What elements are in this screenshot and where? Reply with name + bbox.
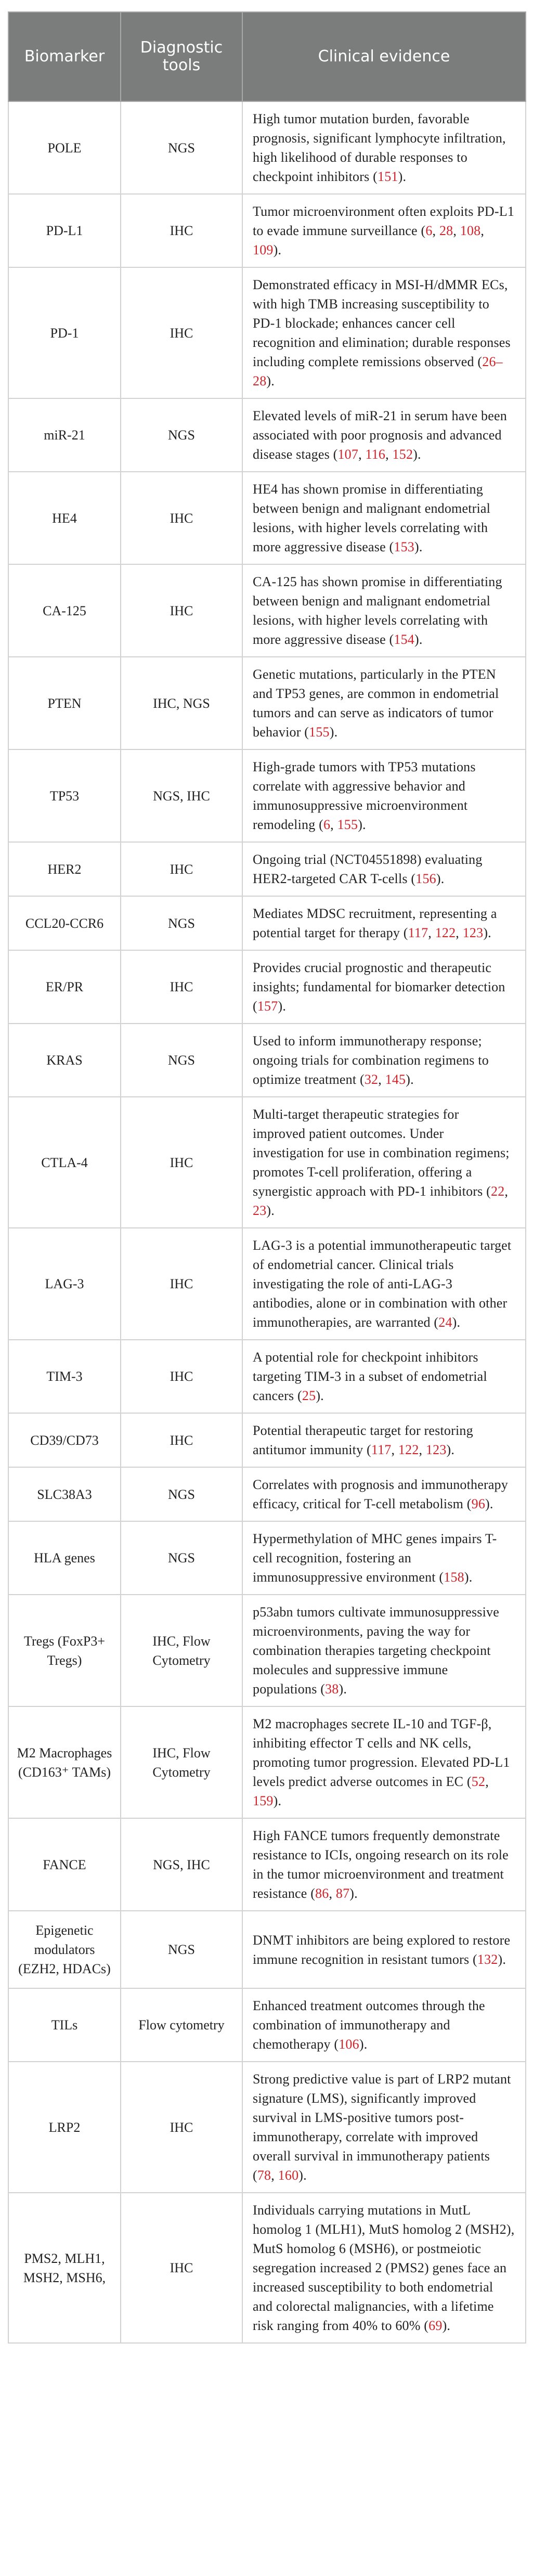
table-row: [8, 1340, 526, 1413]
biomarker-cell: HE4: [8, 472, 121, 564]
diagnostic-tools-cell: IHC: [121, 194, 242, 267]
biomarker-cell: ER/PR: [8, 950, 121, 1024]
table-row: [8, 1988, 526, 2062]
diagnostic-tools-cell: NGS: [121, 1521, 242, 1595]
clinical-evidence-cell: [242, 896, 526, 950]
diagnostic-tools-cell: IHC: [121, 564, 242, 657]
evidence-text: ).: [273, 1793, 282, 1808]
reference-link[interactable]: 6: [425, 223, 433, 238]
clinical-evidence-cell: [242, 1097, 526, 1228]
reference-link[interactable]: 152: [392, 447, 413, 462]
evidence-text: Individuals carrying mutations in MutL homolog 1 (MLH1), MutS homolog 2 (MSH2), MutS homolog 6 (MSH6), or postmeiotic segregation increased 2 (PMS2) genes face an increased susceptibility to both endometrial and colorectal malignancies, with a lifetime risk ranging from 40% to 60% (: [253, 2203, 515, 2333]
evidence-text: ).: [278, 999, 287, 1014]
diagnostic-tools-cell: NGS: [121, 1467, 242, 1521]
clinical-evidence-cell: [242, 1595, 526, 1706]
diagnostic-tools-cell: IHC, NGS: [121, 657, 242, 749]
table-row: [8, 950, 526, 1024]
reference-link[interactable]: 151: [378, 169, 398, 184]
reference-link[interactable]: 116: [365, 447, 386, 462]
table-row: [8, 657, 526, 749]
evidence-text: ,: [385, 447, 393, 462]
evidence-text: Multi-target therapeutic strategies for improved patient outcomes. Under investigation for use in combination regimens; promotes T-cell proliferation, offering a synergistic approach with PD-1 inhibitors (: [253, 1107, 510, 1199]
reference-link[interactable]: 38: [325, 1681, 339, 1697]
diagnostic-tools-cell: NGS: [121, 896, 242, 950]
reference-link[interactable]: 6: [323, 817, 331, 832]
reference-link[interactable]: 109: [253, 242, 274, 257]
biomarker-cell: TP53: [8, 749, 121, 842]
reference-link[interactable]: 158: [444, 1570, 464, 1585]
column-header-clinical-evidence: Clinical evidence: [242, 12, 526, 101]
reference-link[interactable]: 22: [491, 1184, 505, 1199]
evidence-text: Demonstrated efficacy in MSI-H/dMMR ECs, with high TMB increasing susceptibility to PD-1 blockade; enhances cancer cell recognition and elimination; durable responses including complete remissions observed (: [253, 277, 511, 369]
reference-link[interactable]: 117: [408, 925, 428, 940]
reference-link[interactable]: 108: [460, 223, 481, 238]
clinical-evidence-cell: [242, 1988, 526, 2062]
evidence-text: ,: [391, 1442, 398, 1457]
reference-link[interactable]: 23: [253, 1203, 267, 1218]
evidence-text: Strong predictive value is part of LRP2 mutant signature (LMS), significantly improved survival in LMS-positive tumors post-immunotherapy, correlate with improved overall survival in immunotherapy patients (: [253, 2072, 511, 2183]
evidence-text: High FANCE tumors frequently demonstrate resistance to ICIs, ongoing research on its role in the tumor microenvironment and treatment resistance (: [253, 1828, 509, 1901]
reference-link[interactable]: 52: [471, 1774, 486, 1789]
biomarker-cell: CD39/CD73: [8, 1413, 121, 1467]
evidence-text: ).: [452, 1315, 461, 1330]
evidence-text: ).: [266, 1203, 275, 1218]
clinical-evidence-cell: [242, 564, 526, 657]
evidence-text: M2 macrophages secrete IL-10 and TGF-β, inhibiting effector T cells and NK cells, promoting tumor progression. Elevated PD-L1 levels predict adverse outcomes in EC (: [253, 1716, 510, 1789]
reference-link[interactable]: 32: [364, 1072, 379, 1087]
reference-link[interactable]: 106: [339, 2037, 359, 2052]
reference-link[interactable]: 156: [415, 871, 436, 886]
column-header-biomarker: Biomarker: [8, 12, 121, 101]
diagnostic-tools-cell: IHC: [121, 1413, 242, 1467]
evidence-text: ).: [273, 242, 282, 257]
table-row: [8, 842, 526, 896]
reference-link[interactable]: 157: [257, 999, 278, 1014]
clinical-evidence-cell: [242, 1228, 526, 1340]
table-row: [8, 1818, 526, 1911]
evidence-text: ).: [316, 1388, 324, 1403]
evidence-text: Genetic mutations, particularly in the PTEN and TP53 genes, are common in endometrial tumors and can serve as indicators of tumor behavior (: [253, 667, 499, 740]
reference-link[interactable]: 123: [425, 1442, 447, 1457]
evidence-text: ,: [419, 1442, 426, 1457]
table-row: [8, 896, 526, 950]
evidence-text: Hypermethylation of MHC genes impairs T-cell recognition, fostering an immunosuppressive environment (: [253, 1531, 497, 1585]
table-row: [8, 2062, 526, 2193]
diagnostic-tools-cell: IHC: [121, 472, 242, 564]
diagnostic-tools-cell: IHC: [121, 267, 242, 398]
biomarker-cell: CTLA-4: [8, 1097, 121, 1228]
table-row: [8, 1024, 526, 1097]
evidence-text: ).: [349, 1886, 358, 1901]
reference-link[interactable]: 26–28: [253, 354, 503, 389]
diagnostic-tools-cell: NGS: [121, 101, 242, 194]
evidence-text: ,: [480, 223, 485, 238]
clinical-evidence-cell: [242, 950, 526, 1024]
table-header-row: [8, 12, 526, 101]
evidence-text: Tumor microenvironment often exploits PD-L1 to evade immune surveillance (: [253, 204, 515, 238]
table-row: [8, 1521, 526, 1595]
biomarker-cell: CA-125: [8, 564, 121, 657]
table-body: [8, 101, 526, 2343]
diagnostic-tools-cell: NGS, IHC: [121, 1818, 242, 1911]
reference-link[interactable]: 123: [462, 925, 484, 940]
reference-link[interactable]: 87: [335, 1886, 350, 1901]
reference-link[interactable]: 154: [394, 632, 415, 647]
evidence-text: Correlates with prognosis and immunotherapy efficacy, critical for T-cell metabolism (: [253, 1477, 508, 1511]
table-row: [8, 1097, 526, 1228]
evidence-text: ).: [339, 1681, 347, 1697]
reference-link[interactable]: 122: [435, 925, 456, 940]
table-row: [8, 398, 526, 472]
biomarker-cell: POLE: [8, 101, 121, 194]
diagnostic-tools-cell: IHC: [121, 1097, 242, 1228]
clinical-evidence-cell: [242, 398, 526, 472]
diagnostic-tools-cell: NGS: [121, 398, 242, 472]
biomarker-cell: miR-21: [8, 398, 121, 472]
clinical-evidence-cell: [242, 1911, 526, 1988]
reference-link[interactable]: 28: [439, 223, 453, 238]
reference-link[interactable]: 86: [315, 1886, 329, 1901]
evidence-text: Enhanced treatment outcomes through the combination of immunotherapy and chemotherapy (: [253, 1998, 485, 2052]
column-header-diagnostic-tools: Diagnostic tools: [121, 12, 242, 101]
evidence-text: Provides crucial prognostic and therapeutic insights; fundamental for biomarker detection (: [253, 960, 505, 1014]
evidence-text: ,: [456, 925, 463, 940]
diagnostic-tools-cell: IHC, Flow Cytometry: [121, 1595, 242, 1706]
clinical-evidence-cell: [242, 1706, 526, 1818]
biomarker-table: [8, 11, 526, 2344]
evidence-text: A potential role for checkpoint inhibitors targeting TIM-3 in a subset of endometrial cancers (: [253, 1350, 487, 1403]
evidence-text: ).: [358, 817, 366, 832]
table-row: [8, 564, 526, 657]
reference-link[interactable]: 96: [471, 1496, 486, 1511]
diagnostic-tools-cell: Flow cytometry: [121, 1988, 242, 2062]
evidence-text: CA-125 has shown promise in differentiating between benign and malignant endometrial lesions, with higher levels correlating with more aggressive disease (: [253, 574, 502, 647]
reference-link[interactable]: 160: [278, 2168, 299, 2183]
evidence-text: Potential therapeutic target for restoring antitumor immunity (: [253, 1423, 473, 1457]
biomarker-cell: CCL20-CCR6: [8, 896, 121, 950]
evidence-text: ).: [359, 2037, 368, 2052]
table-row: [8, 1706, 526, 1818]
clinical-evidence-cell: [242, 267, 526, 398]
evidence-text: High-grade tumors with TP53 mutations correlate with aggressive behavior and immunosuppressive microenvironment remodeling (: [253, 759, 476, 832]
evidence-text: ).: [414, 539, 423, 554]
clinical-evidence-cell: [242, 657, 526, 749]
clinical-evidence-cell: [242, 472, 526, 564]
table-row: [8, 1911, 526, 1988]
evidence-text: ).: [398, 169, 407, 184]
table-row: [8, 1467, 526, 1521]
clinical-evidence-cell: [242, 1024, 526, 1097]
biomarker-cell: TILs: [8, 1988, 121, 2062]
evidence-text: Elevated levels of miR-21 in serum have been associated with poor prognosis and advanced disease stages (: [253, 408, 507, 462]
diagnostic-tools-cell: IHC: [121, 1340, 242, 1413]
biomarker-cell: PTEN: [8, 657, 121, 749]
biomarker-cell: FANCE: [8, 1818, 121, 1911]
evidence-text: ,: [432, 223, 439, 238]
biomarker-cell: PD-L1: [8, 194, 121, 267]
evidence-text: ,: [428, 925, 435, 940]
evidence-text: ).: [483, 925, 491, 940]
clinical-evidence-cell: [242, 1340, 526, 1413]
evidence-text: ,: [504, 1184, 509, 1199]
diagnostic-tools-cell: IHC, Flow Cytometry: [121, 1706, 242, 1818]
evidence-text: ,: [271, 2168, 278, 2183]
biomarker-cell: PMS2, MLH1, MSH2, MSH6,: [8, 2193, 121, 2343]
biomarker-cell: LAG-3: [8, 1228, 121, 1340]
evidence-text: ).: [442, 2318, 451, 2333]
diagnostic-tools-cell: IHC: [121, 842, 242, 896]
evidence-text: ).: [413, 447, 421, 462]
table-row: [8, 1228, 526, 1340]
table-row: [8, 194, 526, 267]
reference-link[interactable]: 132: [477, 1951, 498, 1967]
evidence-text: ).: [436, 871, 445, 886]
table-row: [8, 1413, 526, 1467]
table-row: [8, 101, 526, 194]
reference-link[interactable]: 107: [337, 447, 359, 462]
biomarker-cell: Epigenetic modulators (EZH2, HDACs): [8, 1911, 121, 1988]
reference-link[interactable]: 69: [428, 2318, 443, 2333]
evidence-text: ,: [453, 223, 460, 238]
evidence-text: ).: [298, 2168, 307, 2183]
clinical-evidence-cell: [242, 194, 526, 267]
clinical-evidence-cell: [242, 2062, 526, 2193]
clinical-evidence-cell: [242, 1467, 526, 1521]
clinical-evidence-cell: [242, 1521, 526, 1595]
evidence-text: ,: [485, 1774, 489, 1789]
evidence-text: ,: [329, 1886, 336, 1901]
evidence-text: ).: [329, 724, 338, 740]
table-row: [8, 267, 526, 398]
reference-link[interactable]: 122: [398, 1442, 419, 1457]
clinical-evidence-cell: [242, 1413, 526, 1467]
evidence-text: ).: [406, 1072, 414, 1087]
reference-link[interactable]: 145: [385, 1072, 406, 1087]
evidence-text: DNMT inhibitors are being explored to restore immune recognition in resistant tumors (: [253, 1932, 511, 1967]
reference-link[interactable]: 155: [337, 817, 358, 832]
clinical-evidence-cell: [242, 2193, 526, 2343]
evidence-text: ,: [330, 817, 337, 832]
evidence-text: ,: [358, 447, 366, 462]
table-row: [8, 2193, 526, 2343]
evidence-text: ).: [485, 1496, 493, 1511]
reference-link[interactable]: 117: [371, 1442, 392, 1457]
diagnostic-tools-cell: IHC: [121, 2062, 242, 2193]
reference-link[interactable]: 159: [253, 1793, 274, 1808]
evidence-text: ).: [414, 632, 423, 647]
evidence-text: ).: [498, 1951, 506, 1967]
reference-link[interactable]: 153: [394, 539, 415, 554]
biomarker-cell: KRAS: [8, 1024, 121, 1097]
diagnostic-tools-cell: IHC: [121, 2193, 242, 2343]
evidence-text: ).: [266, 373, 275, 389]
evidence-text: Used to inform immunotherapy response; ongoing trials for combination regimens to optimize treatment (: [253, 1033, 489, 1087]
clinical-evidence-cell: [242, 101, 526, 194]
clinical-evidence-cell: [242, 1818, 526, 1911]
table-row: [8, 749, 526, 842]
biomarker-cell: LRP2: [8, 2062, 121, 2193]
evidence-text: HE4 has shown promise in differentiating between benign and malignant endometrial lesions, with higher levels correlating with more aggressive disease (: [253, 482, 491, 554]
biomarker-cell: M2 Macrophages (CD163⁺ TAMs): [8, 1706, 121, 1818]
diagnostic-tools-cell: NGS, IHC: [121, 749, 242, 842]
reference-link[interactable]: 25: [302, 1388, 316, 1403]
evidence-text: ,: [378, 1072, 385, 1087]
clinical-evidence-cell: [242, 842, 526, 896]
biomarker-cell: HLA genes: [8, 1521, 121, 1595]
biomarker-cell: TIM-3: [8, 1340, 121, 1413]
evidence-text: High tumor mutation burden, favorable prognosis, significant lymphocyte infiltration, high likelihood of durable responses to checkpoint inhibitors (: [253, 111, 506, 184]
evidence-text: ).: [446, 1442, 455, 1457]
reference-link[interactable]: 155: [309, 724, 330, 740]
reference-link[interactable]: 24: [438, 1315, 452, 1330]
evidence-text: p53abn tumors cultivate immunosuppressive microenvironments, paving the way for combination therapies targeting checkpoint molecules and suppressive immune populations (: [253, 1604, 499, 1697]
table-row: [8, 472, 526, 564]
clinical-evidence-cell: [242, 749, 526, 842]
table-row: [8, 1595, 526, 1706]
biomarker-cell: PD-1: [8, 267, 121, 398]
evidence-text: LAG-3 is a potential immunotherapeutic target of endometrial cancer. Clinical trials investigating the role of anti-LAG-3 antibodies, alone or in combination with other immunotherapies, are warranted (: [253, 1238, 512, 1330]
diagnostic-tools-cell: IHC: [121, 1228, 242, 1340]
reference-link[interactable]: 78: [257, 2168, 271, 2183]
diagnostic-tools-cell: NGS: [121, 1911, 242, 1988]
biomarker-cell: HER2: [8, 842, 121, 896]
diagnostic-tools-cell: NGS: [121, 1024, 242, 1097]
evidence-text: Ongoing trial (NCT04551898) evaluating HER2-targeted CAR T-cells (: [253, 852, 483, 886]
evidence-text: ).: [464, 1570, 473, 1585]
diagnostic-tools-cell: IHC: [121, 950, 242, 1024]
biomarker-cell: Tregs (FoxP3+ Tregs): [8, 1595, 121, 1706]
evidence-text: Mediates MDSC recruitment, representing a potential target for therapy (: [253, 906, 497, 940]
biomarker-cell: SLC38A3: [8, 1467, 121, 1521]
